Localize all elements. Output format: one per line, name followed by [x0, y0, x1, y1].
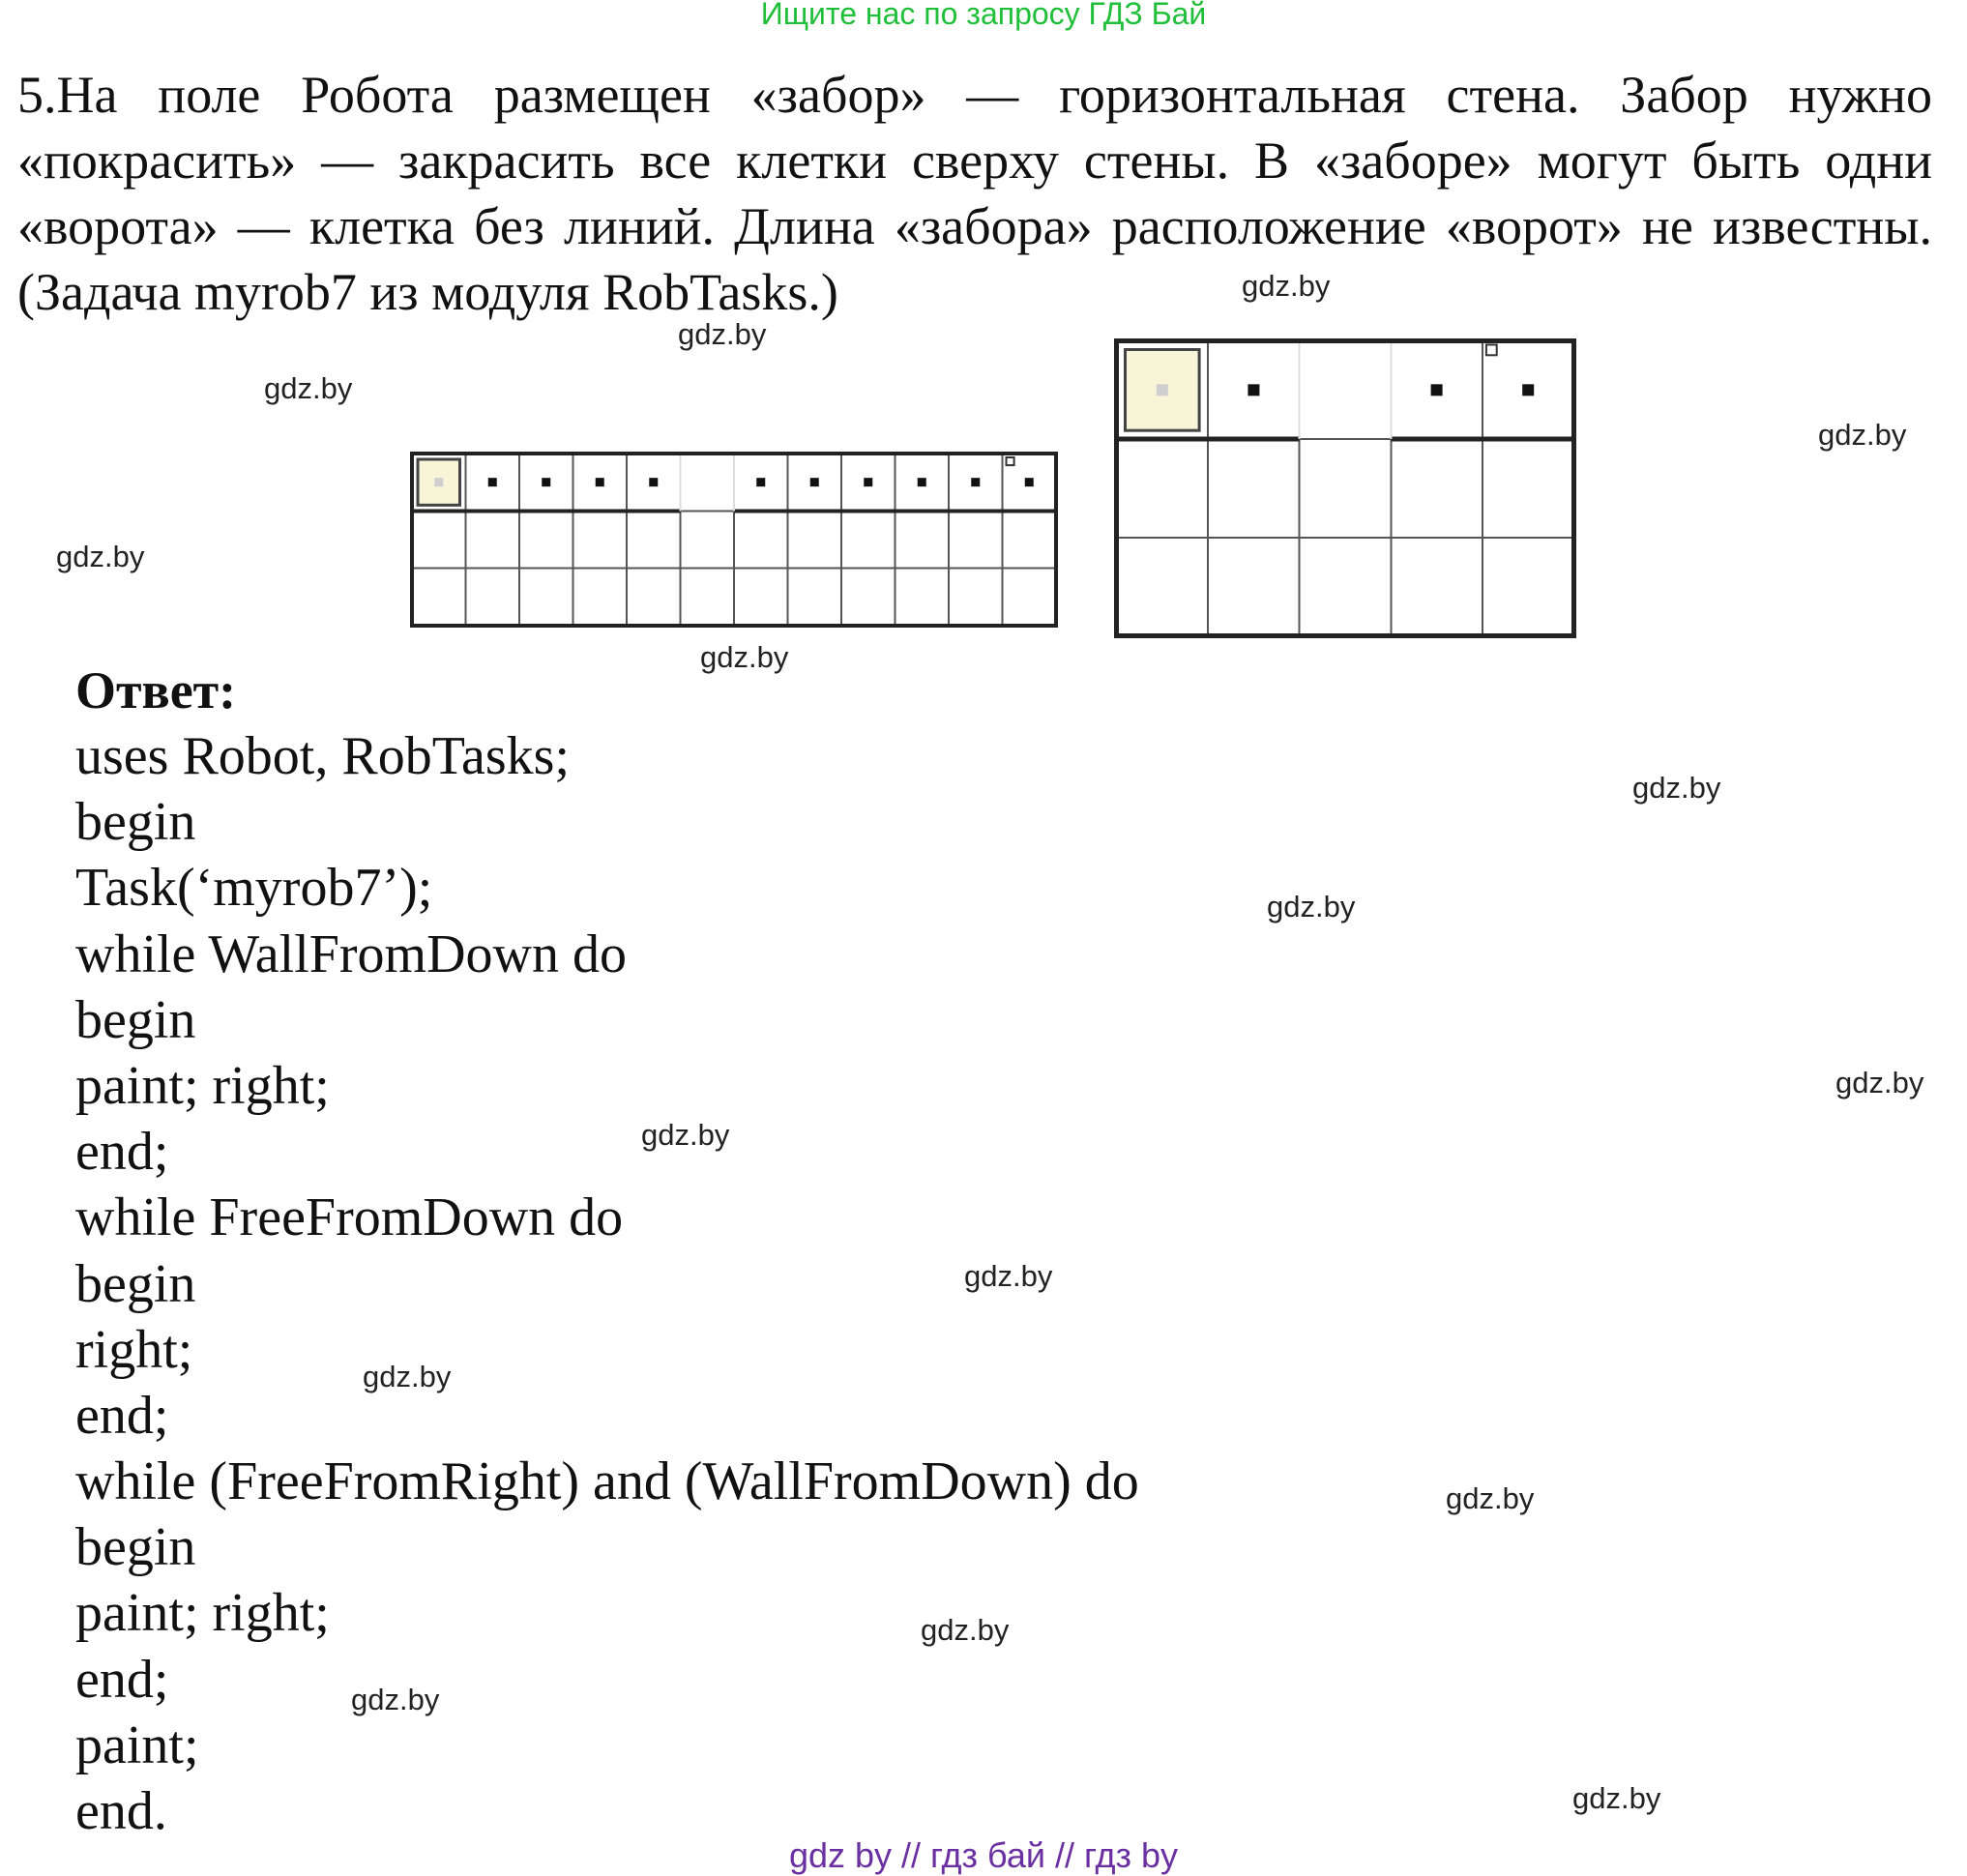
- code-line: end;: [75, 1649, 169, 1710]
- watermark: gdz.by: [964, 1259, 1053, 1293]
- code-line: begin: [75, 1517, 196, 1578]
- code-line: uses Robot, RobTasks;: [75, 726, 570, 786]
- watermark: gdz.by: [1818, 418, 1907, 452]
- watermark: gdz.by: [351, 1683, 440, 1716]
- robot-field-small: [410, 452, 1058, 628]
- watermark: gdz.by: [921, 1613, 1010, 1647]
- paint-marker: [1025, 478, 1034, 486]
- paint-marker: [1248, 384, 1259, 396]
- paint-marker: [1522, 384, 1534, 396]
- watermark: gdz.by: [264, 371, 353, 405]
- code-line: right;: [75, 1319, 193, 1380]
- paint-marker: [918, 478, 926, 486]
- search-banner: Ищите нас по запросу ГДЗ Бай: [760, 0, 1207, 31]
- code-line: end.: [75, 1781, 167, 1841]
- code-line: while WallFromDown do: [75, 923, 627, 984]
- target-marker: [1007, 457, 1014, 465]
- code-line: end;: [75, 1122, 169, 1183]
- paint-marker: [971, 478, 980, 486]
- code-line: paint;: [75, 1715, 199, 1775]
- paint-marker: [1431, 384, 1443, 396]
- code-line: end;: [75, 1385, 169, 1446]
- paint-marker: [596, 478, 604, 486]
- watermark: gdz.by: [641, 1118, 730, 1152]
- paint-marker: [810, 478, 819, 486]
- watermark: gdz.by: [363, 1360, 452, 1393]
- paint-marker: [542, 478, 550, 486]
- robot-marker: [1157, 384, 1168, 396]
- paint-marker: [649, 478, 658, 486]
- watermark: gdz.by: [1267, 890, 1356, 923]
- code-line: paint; right;: [75, 1583, 330, 1644]
- watermark: gdz.by: [700, 640, 789, 674]
- watermark: gdz.by: [1242, 269, 1331, 303]
- watermark: gdz.by: [1446, 1481, 1535, 1515]
- answer-heading: Ответ:: [75, 661, 237, 719]
- target-marker: [1486, 345, 1497, 356]
- code-line: Task(‘myrob7’);: [75, 858, 433, 919]
- watermark: gdz.by: [678, 317, 767, 351]
- code-line: while (FreeFromRight) and (WallFromDown) do: [75, 1451, 1139, 1512]
- watermark: gdz.by: [1835, 1066, 1924, 1099]
- paint-marker: [488, 478, 497, 486]
- robot-marker: [434, 478, 443, 486]
- watermark: gdz.by: [1572, 1781, 1661, 1815]
- paint-marker: [756, 478, 765, 486]
- paint-marker: [864, 478, 872, 486]
- code-line: while FreeFromDown do: [75, 1187, 624, 1248]
- task-statement: 5.На поле Робота размещен «забор» — горизонтальная стена. Забор нужно «покрасить» — закрасить все клетки сверху стены. В «заборе» могут быть одни «ворота» — клетка без линий. Длина «забора» расположение «ворот» не известны. (Задача myrob7 из модуля RobTasks.): [17, 66, 1932, 321]
- robot-field-large: [1114, 338, 1576, 638]
- code-line: begin: [75, 1253, 196, 1314]
- watermark: gdz.by: [56, 540, 145, 573]
- watermark: gdz.by: [1632, 771, 1721, 805]
- code-line: begin: [75, 792, 196, 853]
- code-line: begin: [75, 989, 196, 1050]
- footer-links: gdz by // гдз бай // гдз by: [788, 1835, 1179, 1875]
- code-line: paint; right;: [75, 1055, 330, 1116]
